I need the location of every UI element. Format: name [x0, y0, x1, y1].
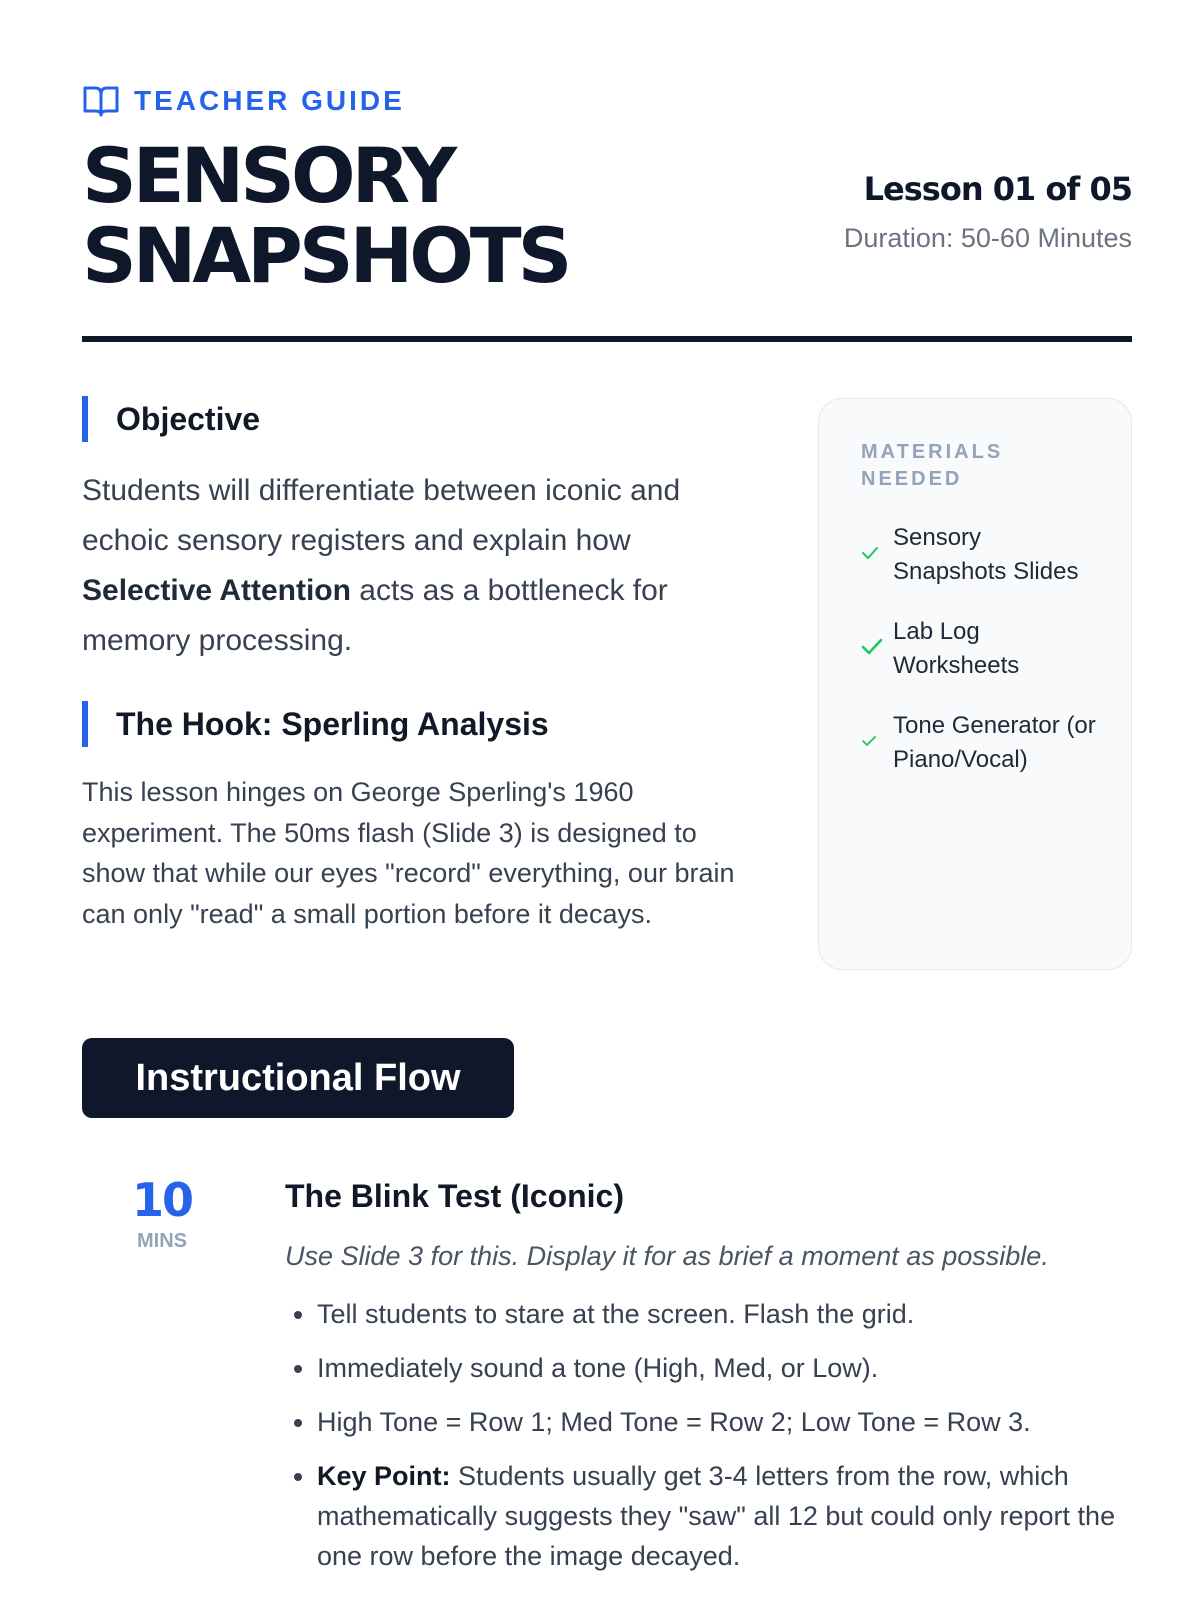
page-title: [82, 131, 569, 300]
step-duration-value: 10: [131, 1173, 192, 1227]
hook-heading: [82, 701, 549, 747]
check-icon: [861, 546, 893, 565]
book-open-icon: [82, 84, 120, 118]
key-point-label: Key Point:: [317, 1461, 451, 1491]
objective-accent-bar: [82, 396, 88, 442]
teacher-guide-page: [82, 0, 1132, 1600]
guide-kicker: [82, 84, 405, 118]
materials-title: MATERIALS NEEDED: [861, 441, 1004, 490]
objective-heading: [82, 396, 260, 442]
step-bullets: [285, 1294, 1132, 1576]
hook-accent-bar: [82, 701, 88, 747]
key-point-item: [317, 1456, 1132, 1576]
step-duration-unit: MINS: [137, 1230, 187, 1252]
title-line-1: SENSORY: [82, 131, 453, 220]
list-item: • Tell students to stare at the screen. Flash the grid.: [317, 1294, 1132, 1334]
materials-card: [818, 398, 1132, 970]
objective-text: [82, 466, 762, 666]
objective-title: Objective: [116, 400, 261, 437]
material-label: Sensory Snapshots Slides: [893, 524, 1079, 585]
list-item: [861, 615, 1101, 683]
lesson-duration: Duration: 50-60 Minutes: [843, 223, 1132, 253]
materials-list: [861, 521, 1101, 777]
step-duration: [102, 1174, 222, 1253]
list-item: [861, 521, 1101, 589]
flow-step: [285, 1176, 1132, 1590]
list-item: [861, 709, 1101, 777]
material-label: Lab Log Worksheets: [893, 618, 1020, 679]
list-item: • High Tone = Row 1; Med Tone = Row 2; Low Tone = Row 3.: [317, 1402, 1132, 1442]
hook-text: This lesson hinges on George Sperling's 1960 experiment. The 50ms flash (Slide 3) is designed to show that while our eyes "record" everything, our brain can only "read" a small portion before it decays.: [82, 777, 735, 929]
hook-title: The Hook: Sperling Analysis: [116, 705, 549, 742]
lesson-number: Lesson 01 of 05: [863, 170, 1132, 208]
check-icon: [861, 734, 893, 752]
header-divider: [82, 336, 1132, 342]
lesson-meta: [802, 170, 1132, 258]
step-note: Use Slide 3 for this. Display it for as brief a moment as possible.: [285, 1241, 1049, 1271]
kicker-label: TEACHER GUIDE: [134, 85, 405, 116]
objective-text-end: acts as a bottleneck for memory processing.: [82, 574, 668, 657]
instructional-flow-badge: Instructional Flow: [82, 1038, 514, 1118]
check-icon: [861, 638, 893, 661]
title-line-2: SNAPSHOTS: [82, 211, 569, 300]
key-point-text: Students usually get 3-4 letters from the row, which mathematically suggests they "saw" all 12 but could only report the one row before the image decayed.: [317, 1461, 1116, 1571]
step-title: The Blink Test (Iconic): [285, 1178, 624, 1214]
objective-text-bold: Selective Attention: [82, 574, 351, 607]
objective-text-start: Students will differentiate between iconic and echoic sensory registers and explain how: [82, 474, 681, 557]
list-item: • Immediately sound a tone (High, Med, or Low).: [317, 1348, 1132, 1388]
material-label: Tone Generator (or Piano/Vocal): [893, 712, 1096, 773]
